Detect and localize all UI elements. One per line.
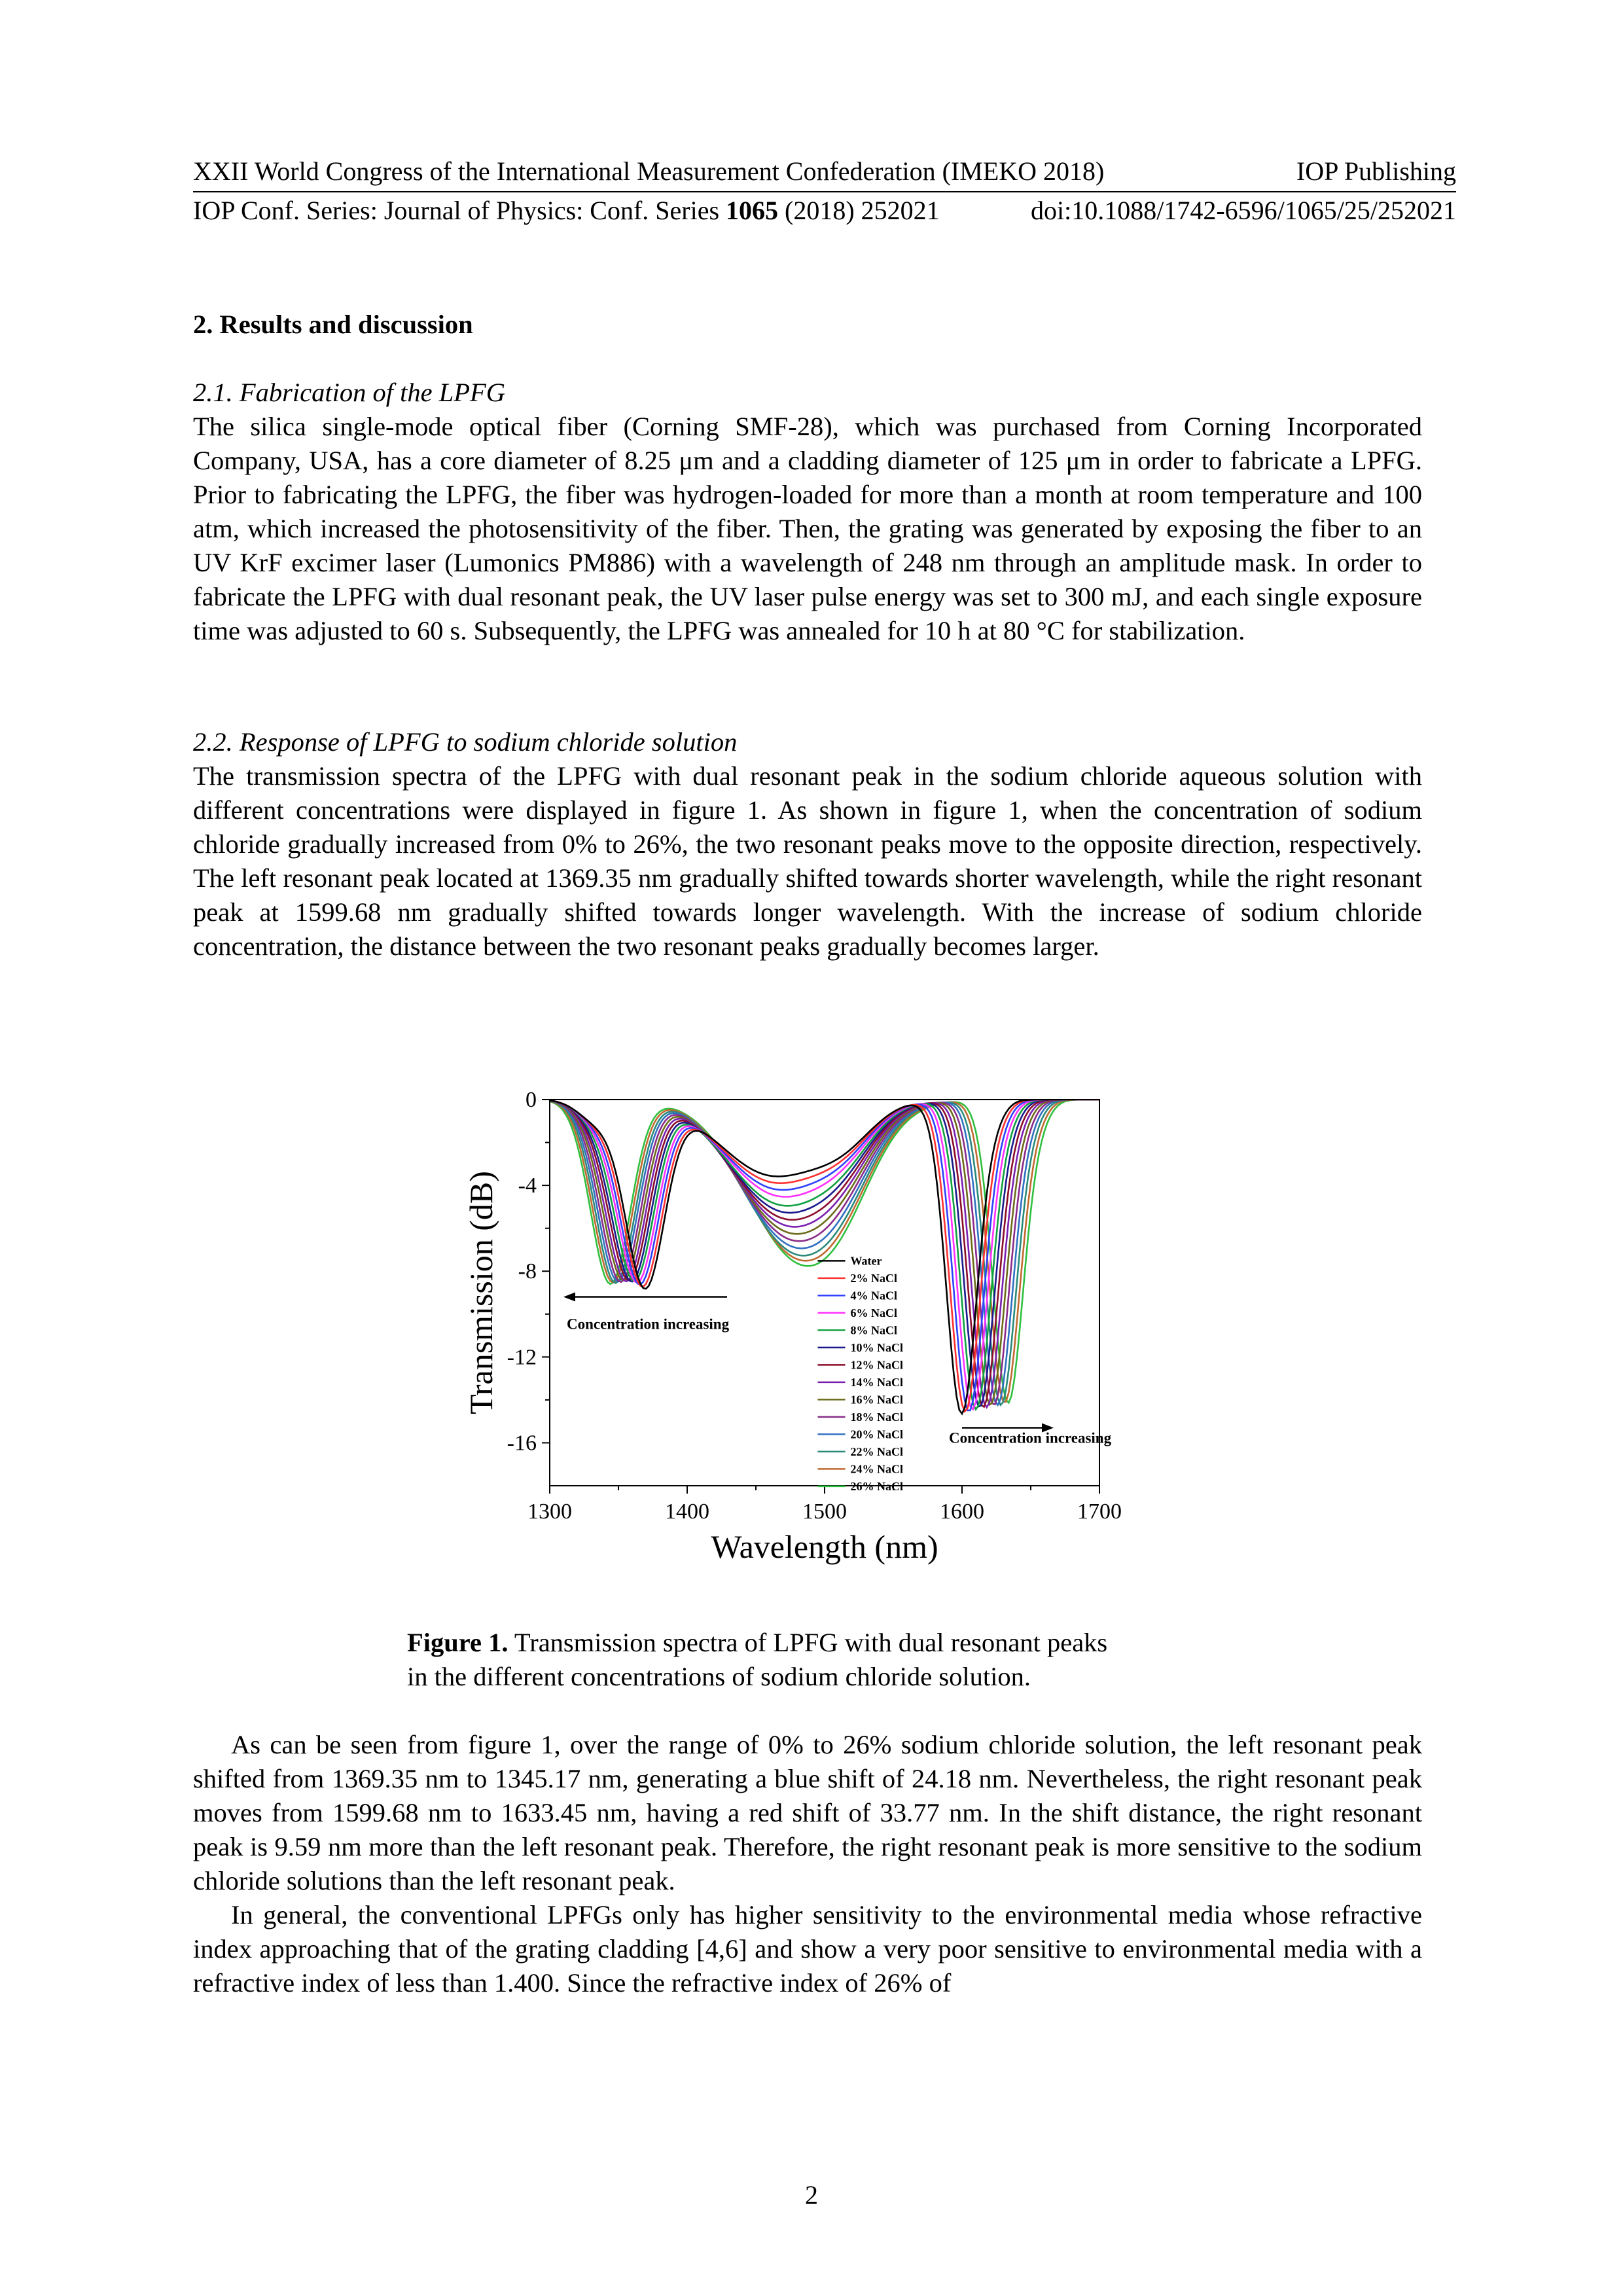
x-tick-label: 1500 — [802, 1499, 847, 1524]
legend-label: 18% NaCl — [850, 1410, 903, 1424]
legend-label: 16% NaCl — [850, 1393, 903, 1407]
series-line-water — [550, 1100, 1099, 1414]
x-axis-label: Wavelength (nm) — [711, 1528, 938, 1565]
legend-label: 14% NaCl — [850, 1375, 903, 1389]
y-tick-label: -16 — [507, 1431, 537, 1456]
legend-label: 4% NaCl — [850, 1289, 897, 1302]
subsection-heading: 2.2. Response of LPFG to sodium chloride solution — [193, 727, 738, 757]
plot-area — [550, 1100, 1099, 1414]
body-paragraph: The silica single-mode optical fiber (Corning SMF-28), which was purchased from Corning Incorporated Company, USA, has a core diameter of 8.25 μm and a cladding diameter of 125 μm in order to fabricate a LPFG. Prior to fabricating the LPFG, the fiber was hydrogen-loaded for more than a month at room temperature and 100 atm, which increased the photosensitivity of the fiber. Then, the grating was generated by exposing the fiber to an UV KrF excimer laser (Lumonics PM886) with a wavelength of 248 nm through an amplitude mask. In order to fabricate the LPFG with dual resonant peak, the UV laser pulse energy was set to 300 mJ, and each single exposure time was adjusted to 60 s. Subsequently, the LPFG was annealed for 10 h at 80 °C for stabilization. — [193, 412, 1422, 645]
y-tick-label: -4 — [518, 1174, 537, 1198]
legend-label: 10% NaCl — [850, 1340, 903, 1354]
legend-label: 22% NaCl — [850, 1444, 903, 1458]
legend-label: 24% NaCl — [850, 1462, 903, 1476]
y-tick-label: -8 — [518, 1259, 537, 1284]
annotation-text-right: Concentration increasing — [949, 1429, 1112, 1446]
doi: doi:10.1088/1742-6596/1065/25/252021 — [1031, 196, 1456, 225]
publisher-name: IOP Publishing — [1296, 156, 1456, 186]
subsection-response — [193, 725, 1422, 963]
legend-label: Water — [850, 1254, 882, 1268]
subsection-heading: 2.1. Fabrication of the LPFG — [193, 378, 505, 407]
y-axis-label: Transmission (dB) — [463, 1171, 499, 1414]
conference-name: XXII World Congress of the International Measurement Confederation (IMEKO 2018) — [193, 156, 1105, 186]
annotation-arrowhead-left — [563, 1293, 575, 1302]
journal-series: IOP Conf. Series: Journal of Physics: Conf. Series 1065 (2018) 252021 — [193, 196, 940, 225]
x-tick-label: 1400 — [665, 1499, 709, 1524]
caption-text-1: Transmission spectra of LPFG with dual resonant peaks — [508, 1628, 1108, 1657]
x-tick-label: 1700 — [1077, 1499, 1122, 1524]
page-number: 2 — [805, 2180, 818, 2210]
x-tick-label: 1300 — [527, 1499, 572, 1524]
legend-label: 2% NaCl — [850, 1271, 897, 1285]
annotation-text-left: Concentration increasing — [567, 1316, 730, 1333]
caption-text-2: in the different concentrations of sodium chloride solution. — [407, 1662, 1031, 1691]
header-divider — [193, 191, 1456, 192]
section-heading: 2. Results and discussion — [193, 310, 473, 339]
running-header-line-2 — [193, 195, 1456, 226]
subsection-fabrication — [193, 376, 1422, 648]
body-paragraph: In general, the conventional LPFGs only has higher sensitivity to the environmental media whose refractive index approaching that of the grating cladding [4,6] and show a very poor sensitive to environmental media with a refractive index of less than 1.400. Since the refractive index of 26% of — [193, 1900, 1422, 1998]
y-tick-label: 0 — [526, 1088, 537, 1112]
legend-label: 20% NaCl — [850, 1427, 903, 1441]
running-header-line-1 — [193, 156, 1456, 187]
legend-label: 8% NaCl — [850, 1323, 897, 1337]
x-tick-label: 1600 — [940, 1499, 984, 1524]
transmission-spectra-chart — [452, 1073, 1152, 1597]
legend-label: 12% NaCl — [850, 1358, 903, 1372]
volume-number: 1065 — [726, 196, 779, 225]
caption-label: Figure 1. — [407, 1628, 508, 1657]
body-paragraph: As can be seen from figure 1, over the range of 0% to 26% sodium chloride solution, the left resonant peak shifted from 1369.35 nm to 1345.17 nm, generating a blue shift of 24.18 nm. Nevertheless, the right resonant peak moves from 1599.68 nm to 1633.45 nm, having a red shift of 33.77 nm. In the shift distance, the right resonant peak is 9.59 nm more than the left resonant peak. Therefore, the right resonant peak is more sensitive to the sodium chloride solutions than the left resonant peak. — [193, 1730, 1422, 1895]
legend-label: 6% NaCl — [850, 1306, 897, 1319]
y-tick-label: -12 — [507, 1345, 537, 1370]
legend-label: 26% NaCl — [850, 1479, 903, 1493]
body-paragraph: The transmission spectra of the LPFG with dual resonant peak in the sodium chloride aqueous solution with different concentrations were displayed in figure 1. As shown in figure 1, when the concentration of sodium chloride gradually increased from 0% to 26%, the two resonant peaks move to the opposite direction, respectively. The left resonant peak located at 1369.35 nm gradually shifted towards shorter wavelength, while the right resonant peak at 1599.68 nm gradually shifted towards longer wavelength. With the increase of sodium chloride concentration, the distance between the two resonant peaks gradually becomes larger. — [193, 761, 1422, 961]
figure-caption — [407, 1626, 1258, 1694]
discussion-text — [193, 1728, 1422, 2000]
